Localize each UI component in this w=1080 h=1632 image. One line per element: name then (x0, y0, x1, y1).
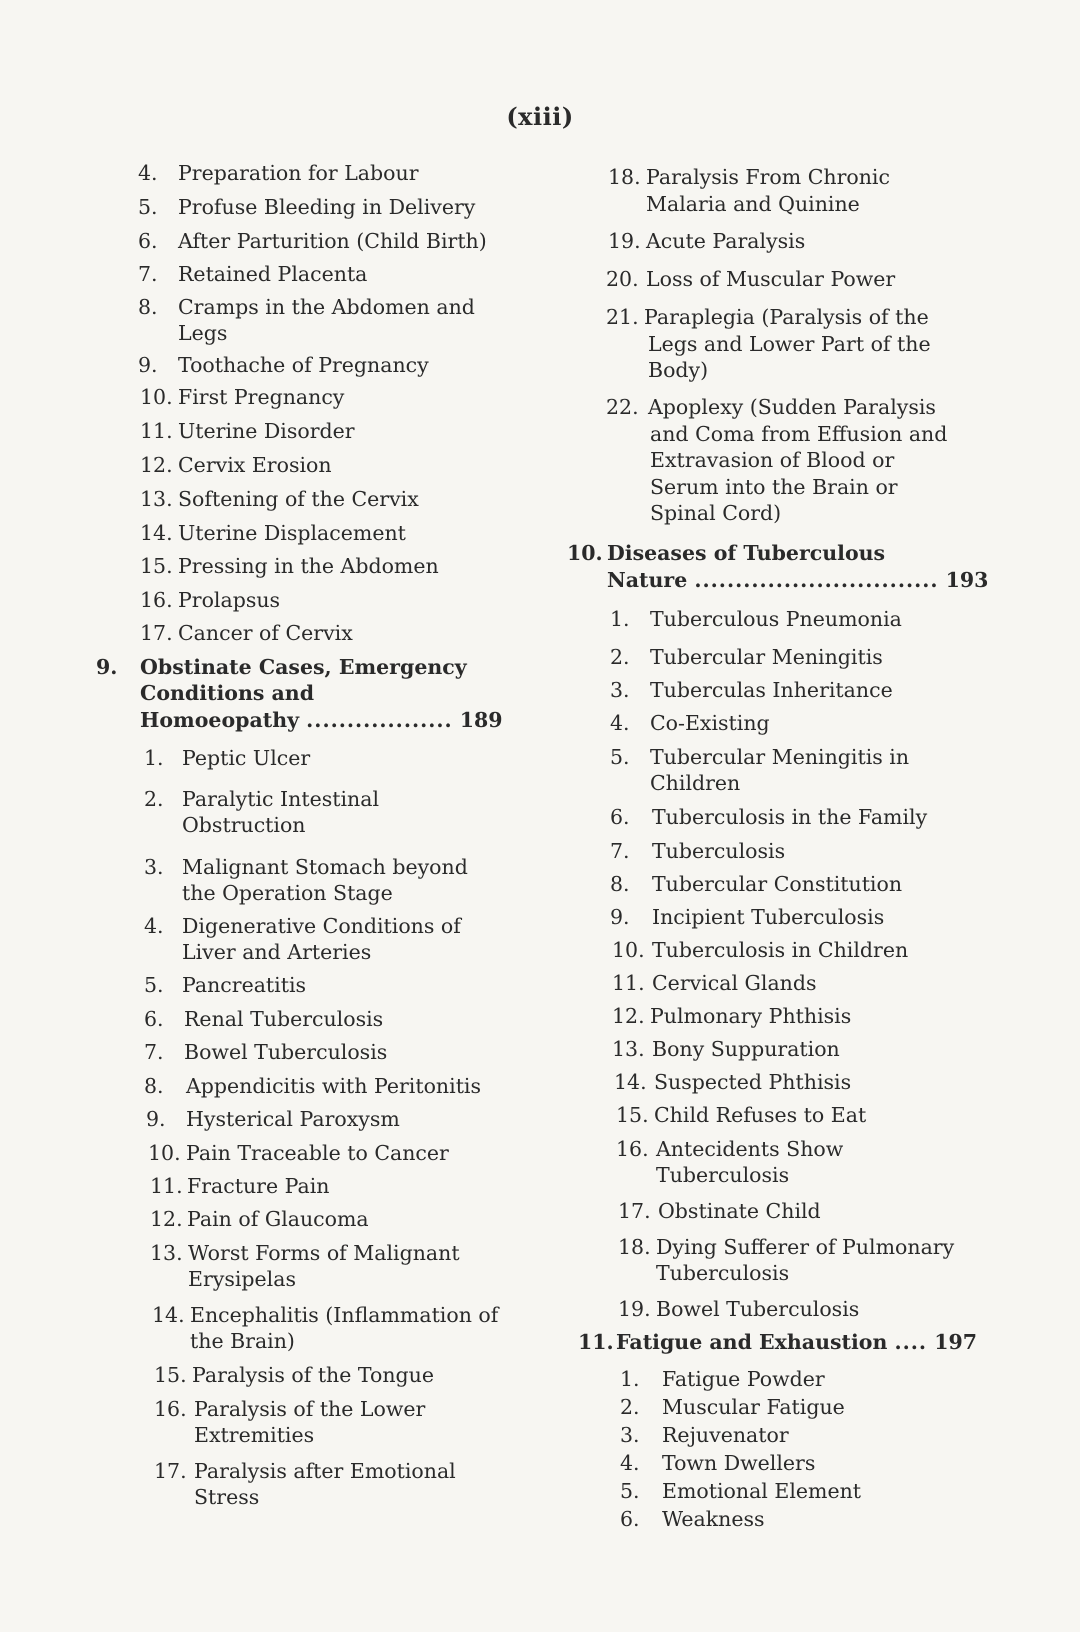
dot-leader: .............................. (694, 568, 939, 592)
page-ref: 193 (945, 568, 989, 592)
page-number: (xiii) (506, 102, 574, 131)
chapter-heading-continuation: Nature .............................. 193 (607, 568, 989, 592)
dot-leader: .................. (306, 708, 453, 732)
chapter-heading-continuation: Homoeopathy .................. 189 (140, 708, 503, 732)
page-ref: 197 (934, 1330, 978, 1354)
dot-leader: .... (894, 1330, 928, 1354)
page-ref: 189 (459, 708, 503, 732)
